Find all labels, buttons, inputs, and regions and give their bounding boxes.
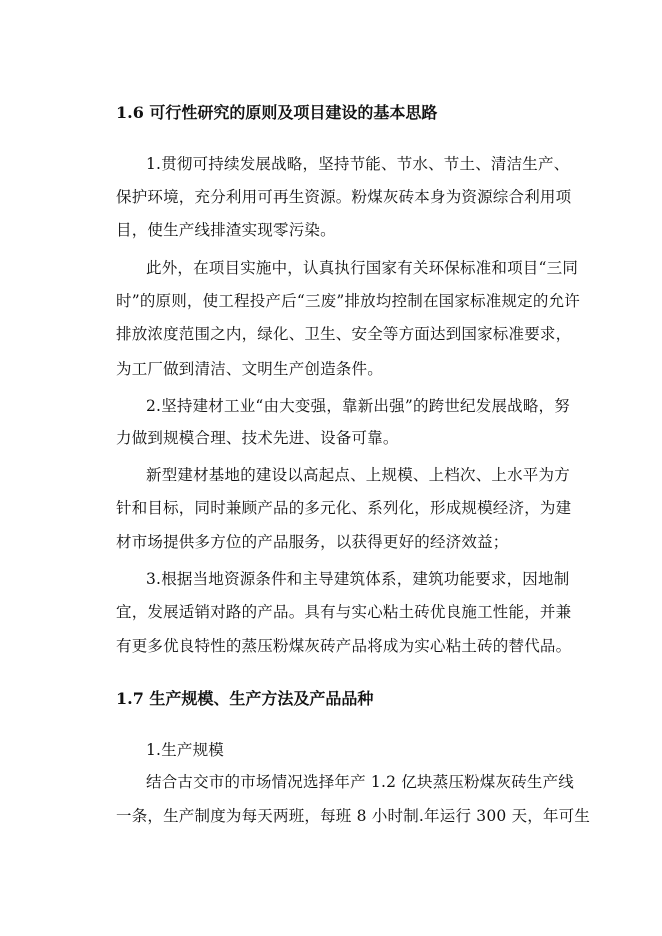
paragraph-line: 此外，在项目实施中，认真执行国家有关环保标准和项目“三同 <box>146 259 579 277</box>
paragraph-line: 力做到规模合理、技术先进、设备可靠。 <box>116 429 399 447</box>
paragraph-line: 2.坚持建材工业“由大变强，靠新出强”的跨世纪发展战略，努 <box>146 397 570 415</box>
paragraph-line: 一条，生产制度为每天两班，每班 8 小时制.年运行 300 天，年可生 <box>116 807 591 825</box>
paragraph-line: 有更多优良特性的蒸压粉煤灰砖产品将成为实心粘土砖的替代品。 <box>116 637 572 655</box>
paragraph-line: 新型建材基地的建设以高起点、上规模、上档次、上水平为方 <box>146 466 570 484</box>
subheading-production-scale: 1.生产规模 <box>146 741 224 759</box>
paragraph-line: 3.根据当地资源条件和主导建筑体系，建筑功能要求，因地制 <box>146 570 570 588</box>
paragraph-line: 结合古交市的市场情况选择年产 1.2 亿块蒸压粉煤灰砖生产线 <box>146 773 575 791</box>
paragraph-line: 保护环境，充分利用可再生资源。粉煤灰砖本身为资源综合利用项 <box>116 188 572 206</box>
paragraph-line: 1.贯彻可持续发展战略，坚持节能、节水、节土、清洁生产、 <box>146 155 570 173</box>
paragraph-line: 针和目标，同时兼顾产品的多元化、系列化，形成规模经济，为建 <box>116 499 572 517</box>
paragraph-line: 时”的原则，使工程投产后“三废”排放均控制在国家标准规定的允许 <box>116 292 580 310</box>
section-heading-1-7: 1.7 生产规模、生产方法及产品品种 <box>116 689 374 708</box>
paragraph-line: 材市场提供多方位的产品服务，以获得更好的经济效益； <box>116 533 509 551</box>
paragraph-line: 宜，发展适销对路的产品。具有与实心粘土砖优良施工性能，并兼 <box>116 603 572 621</box>
paragraph-line: 为工厂做到清洁、文明生产创造条件。 <box>116 360 383 378</box>
section-heading-1-6: 1.6 可行性研究的原则及项目建设的基本思路 <box>116 103 438 122</box>
paragraph-line: 排放浓度范围之内，绿化、卫生、安全等方面达到国家标准要求， <box>116 325 572 343</box>
paragraph-line: 目，使生产线排渣实现零污染。 <box>116 221 336 239</box>
